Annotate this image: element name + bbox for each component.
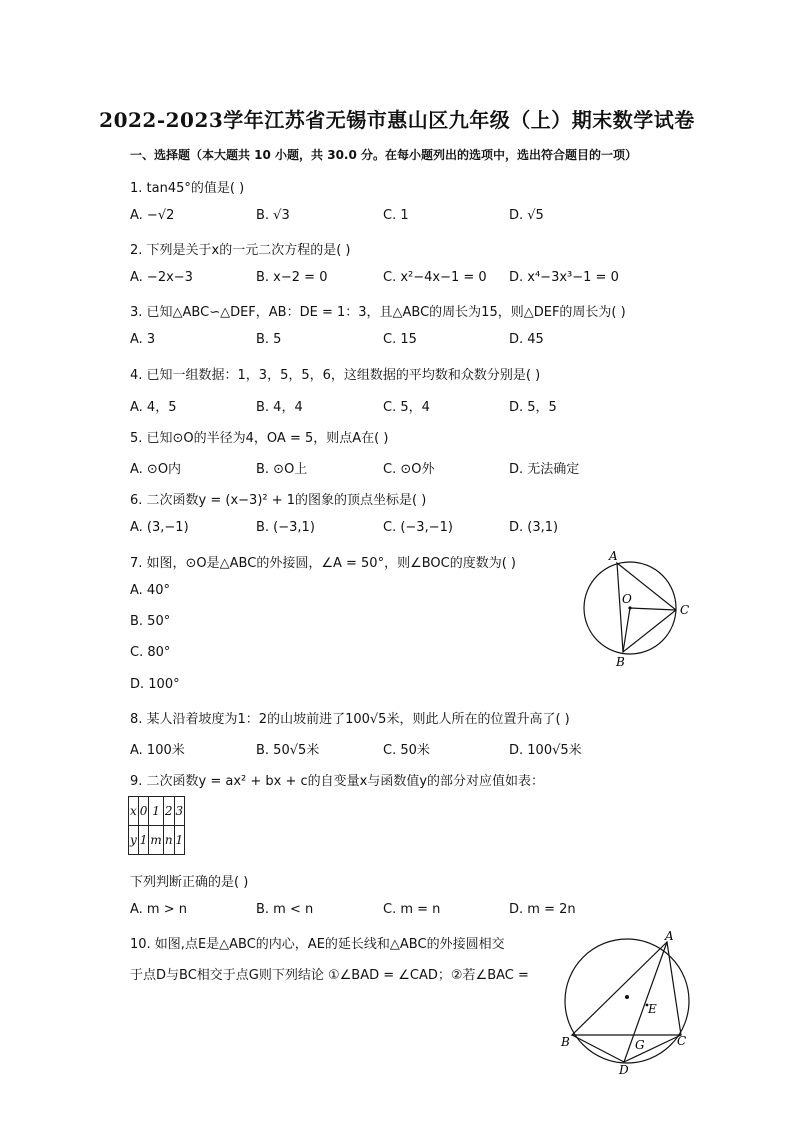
q8-option-c: C. 50米 — [383, 743, 430, 758]
label-c: C — [677, 1034, 687, 1048]
page-title: 2022-2023学年江苏省无锡市惠山区九年级（上）期末数学试卷 — [99, 108, 695, 132]
q3-option-a: A. 3 — [130, 332, 156, 347]
q5-option-b: B. ⊙O上 — [256, 462, 308, 477]
q9-option-d: D. m = 2n — [509, 902, 576, 917]
q1-option-d: D. √5 — [509, 208, 544, 223]
q6-option-a: A. (3,−1) — [130, 520, 189, 535]
q6-option-d: D. (3,1) — [509, 520, 559, 535]
q2-option-a: A. −2x−3 — [130, 270, 193, 285]
q1-option-b: B. √3 — [256, 208, 290, 223]
question-10-cont: 于点D与BC相交于点G则下列结论 ①∠BAD = ∠CAD；②若∠BAC = — [130, 968, 529, 983]
segment-ad — [624, 942, 667, 1062]
label-c: C — [680, 603, 690, 617]
label-b: B — [616, 655, 625, 669]
question-5: 5. 已知⊙O的半径为4，OA = 5，则点A在( ) — [130, 431, 389, 446]
q6-option-c: C. (−3,−1) — [383, 520, 453, 535]
table-cell: 1 — [149, 797, 163, 826]
center-point — [628, 606, 631, 609]
segment-bd — [572, 1035, 624, 1062]
q2-option-d: D. x⁴−3x³−1 = 0 — [509, 270, 619, 285]
question-7: 7. 如图，⊙O是△ABC的外接圆，∠A = 50°，则∠BOC的度数为( ) — [130, 556, 516, 571]
triangle-abc — [617, 563, 676, 652]
q5-option-c: C. ⊙O外 — [383, 462, 435, 477]
q4-option-d: D. 5，5 — [509, 400, 557, 415]
table-cell: 2 — [163, 797, 174, 826]
section-heading: 一、选择题（本大题共 10 小题，共 30.0 分。在每小题列出的选项中，选出符合题目的一项） — [130, 148, 638, 162]
q1-option-a: A. −√2 — [130, 208, 175, 223]
q8-option-d: D. 100√5米 — [509, 743, 582, 758]
q8-option-a: A. 100米 — [130, 743, 185, 758]
q9-option-a: A. m > n — [130, 902, 187, 917]
q9-option-b: B. m < n — [256, 902, 314, 917]
question-6: 6. 二次函数y = (x−3)² + 1的图象的顶点坐标是( ) — [130, 493, 427, 508]
q7-option-d: D. 100° — [130, 677, 180, 692]
question-1: 1. tan45°的值是( ) — [130, 181, 245, 196]
q7-circle-figure — [575, 545, 700, 673]
label-o: O — [622, 592, 632, 606]
q8-option-b: B. 50√5米 — [256, 743, 320, 758]
question-3: 3. 已知△ABC∽△DEF，AB：DE = 1：3，且△ABC的周长为15，则△DEF的周长为( ) — [130, 305, 626, 320]
label-e: E — [648, 1002, 657, 1016]
label-a: A — [665, 929, 674, 943]
table-cell: n — [163, 826, 174, 855]
question-2: 2. 下列是关于x的一元二次方程的是( ) — [130, 243, 351, 258]
q3-option-d: D. 45 — [509, 332, 544, 347]
label-g: G — [635, 1038, 645, 1052]
label-d: D — [619, 1063, 629, 1077]
q2-option-b: B. x−2 = 0 — [256, 270, 328, 285]
table-cell: m — [149, 826, 163, 855]
q7-option-a: A. 40° — [130, 583, 170, 598]
q3-option-b: B. 5 — [256, 332, 282, 347]
value-table — [128, 796, 185, 855]
table-cell: y — [129, 826, 139, 855]
q2-option-c: C. x²−4x−1 = 0 — [383, 270, 487, 285]
q3-option-c: C. 15 — [383, 332, 417, 347]
question-8: 8. 某人沿着坡度为1：2的山坡前进了100√5米，则此人所在的位置升高了( ) — [130, 712, 570, 727]
question-10: 10. 如图,点E是△ABC的内心，AE的延长线和△ABC的外接圆相交 — [130, 937, 505, 952]
q5-option-a: A. ⊙O内 — [130, 462, 182, 477]
label-a: A — [609, 549, 618, 563]
table-cell: 3 — [174, 797, 185, 826]
q7-option-c: C. 80° — [130, 645, 171, 660]
q5-option-d: D. 无法确定 — [509, 462, 580, 477]
segment-oc — [630, 608, 676, 610]
label-b: B — [561, 1035, 570, 1049]
table-cell: 1 — [174, 826, 185, 855]
segment-ob — [623, 608, 630, 652]
q4-option-c: C. 5，4 — [383, 400, 430, 415]
table-row — [129, 797, 185, 826]
q4-option-b: B. 4，4 — [256, 400, 303, 415]
table-cell: 1 — [138, 826, 149, 855]
q10-circle-figure — [555, 928, 695, 1078]
circumcircle — [565, 939, 689, 1063]
q1-option-c: C. 1 — [383, 208, 409, 223]
center-point — [625, 995, 629, 999]
q4-option-a: A. 4，5 — [130, 400, 177, 415]
question-4: 4. 已知一组数据：1，3，5，5，6，这组数据的平均数和众数分别是( ) — [130, 368, 541, 383]
question-9: 9. 二次函数y = ax² + bx + c的自变量x与函数值y的部分对应值如表： — [130, 774, 545, 789]
question-9-prompt: 下列判断正确的是( ) — [130, 875, 249, 890]
table-cell: 0 — [138, 797, 149, 826]
q9-option-c: C. m = n — [383, 902, 441, 917]
q6-option-b: B. (−3,1) — [256, 520, 315, 535]
triangle-abc — [572, 942, 681, 1035]
table-row — [129, 826, 185, 855]
table-cell: x — [129, 797, 139, 826]
q7-option-b: B. 50° — [130, 614, 171, 629]
